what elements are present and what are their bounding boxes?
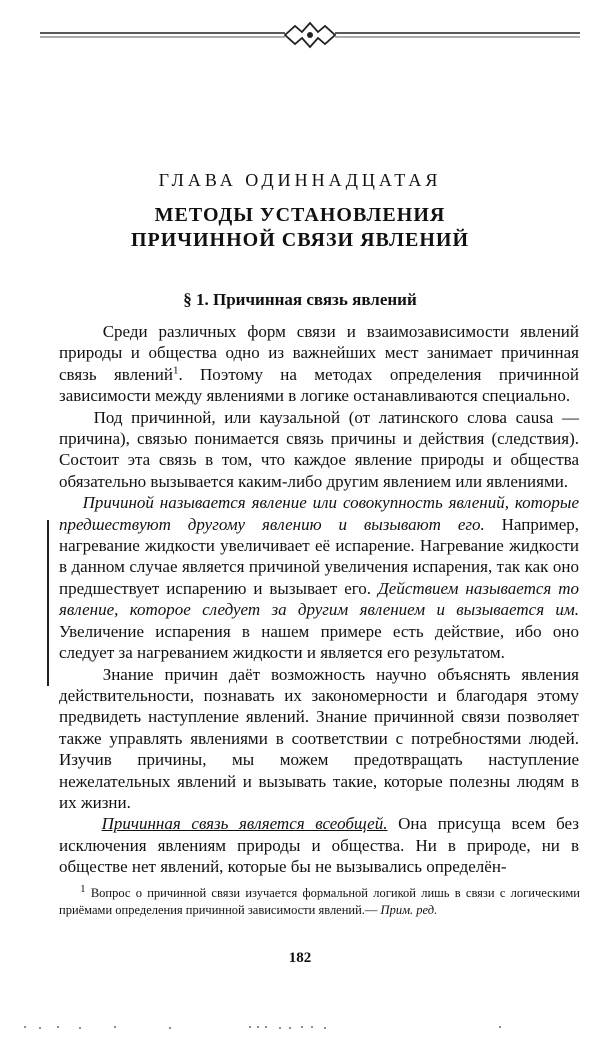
page-number: 182 bbox=[288, 950, 312, 966]
universal-causality-statement: Причинная связь является всеобщей. bbox=[101, 814, 388, 834]
chapter-label: ГЛАВА ОДИННАДЦАТАЯ bbox=[158, 170, 442, 190]
chapter-title-line-2: ПРИЧИННОЙ СВЯЗИ ЯВЛЕНИЙ bbox=[130, 229, 470, 251]
definition-effect: Действием называется то явление, которое следует за другим явлением и вызывается им. bbox=[59, 578, 579, 620]
margin-marker-line bbox=[47, 520, 49, 686]
footnote: $^1$ Вопрос о причинной связи изучается формальной логикой лишь в связи с логическими приёмами определения причинной зависимости явлений.— Прим. ред. bbox=[59, 882, 580, 917]
paragraph-2: Под причинной, или каузальной (от латинского слова causa — причина), связью понимается связь причины и действия (следствия). Состоит эта связь в том, что каждое явление природы и общества обязательно вызывается каким-либо другим явлением или явлениями. bbox=[59, 407, 579, 491]
section-title: § 1. Причинная связь явлений bbox=[183, 290, 417, 309]
scan-artifact-dots bbox=[20, 1022, 580, 1032]
chapter-title bbox=[100, 203, 500, 253]
footnote-ref: 1 bbox=[172, 364, 179, 377]
footnote-mark: 1 bbox=[80, 882, 86, 895]
header-ornament bbox=[40, 20, 580, 50]
body-text bbox=[59, 321, 579, 878]
footnote-attribution: Прим. ред. bbox=[380, 903, 438, 917]
paragraph-3: Причиной называется явление или совокупность явлений, которые предшествуют другому явлению и вызывают его. Например, нагревание жидкости увеличивает её испарение. Нагревание жидкости в данном случае является причиной увеличения испарения, так как оно предшествует испарению и вызывает его. Действием называется то явление, которое следует за другим явлением и вызывается им. Увеличение испарения в нашем примере есть действие, ибо оно следует за нагреванием жидкости и является его результатом. bbox=[59, 493, 579, 663]
paragraph-5: Причинная связь является всеобщей. Она присуща всем без исключения явлениям природы и общества. Ни в природе, ни в обществе нет явлений, которые бы не вызывались определён- bbox=[59, 814, 580, 877]
paragraph-4: Знание причин даёт возможность научно объяснять явления действительности, познавать их закономерности и благодаря этому предвидеть наступление явлений. Знание причинной связи позволяет также управлять явлениями в соответствии с потребностями людей. Изучив причины, мы можем предотвращать наступление нежелательных явлений и вызывать такие, которые полезны людям в их жизни. bbox=[59, 664, 579, 812]
chapter-title-line-1: МЕТОДЫ УСТАНОВЛЕНИЯ bbox=[154, 204, 446, 226]
paragraph-1: Среди различных форм связи и взаимозависимости явлений природы и общества одно из важнейших мест занимает причинная связь явлений$^1$. Поэтому на методах определения причинной зависимости между явлениями в логике останавливаются специально. bbox=[59, 322, 579, 406]
definition-cause: Причиной называется явление или совокупность явлений, которые предшествуют другому явлению и вызывают его. bbox=[59, 493, 579, 534]
